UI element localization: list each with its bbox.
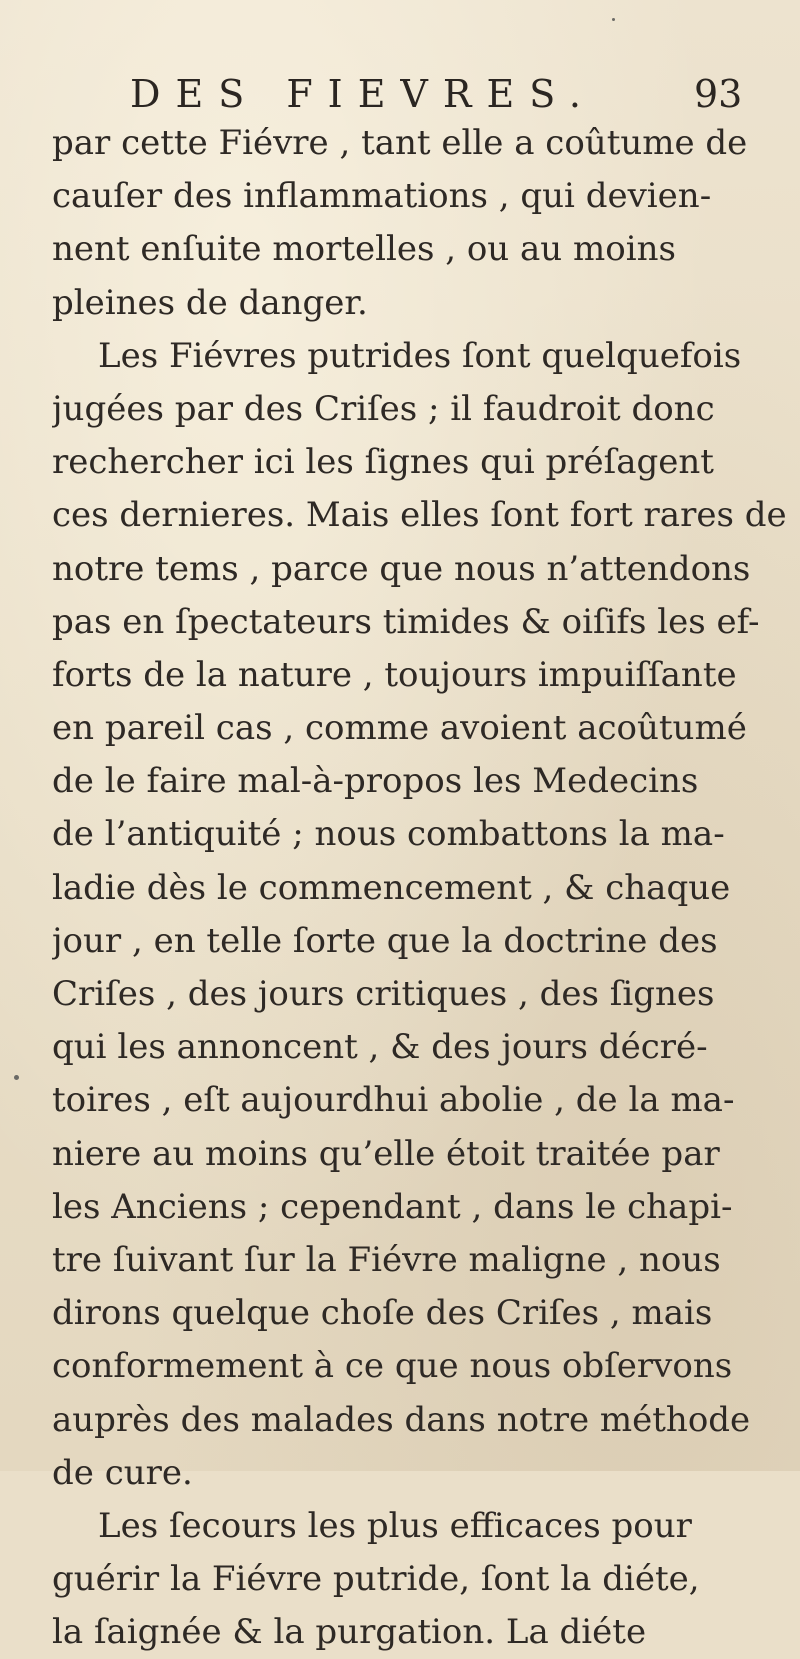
text-line: rechercher ici les ſignes qui préſagent — [52, 442, 714, 483]
text-line: ladie dès le commencement , & chaque — [52, 867, 731, 908]
text-line: nent enſuite mortelles , ou au moins — [52, 229, 676, 270]
paragraph-first-line: Les ſecours les plus efficaces pour — [98, 1505, 692, 1546]
text-line: par cette Fiévre , tant elle a coûtume de — [52, 123, 748, 163]
text-line: Criſes , des jours critiques , des ſignes — [52, 974, 715, 1014]
text-line: cauſer des inflammations , qui devien- — [52, 176, 712, 217]
text-line: ces dernieres. Mais elles ſont fort rares de — [52, 495, 787, 536]
text-line: la ſaignée & la purgation. La diéte — [52, 1612, 647, 1653]
text-line: conformement à ce que nous obſervons — [52, 1346, 733, 1387]
text-line: guérir la Fiévre putride, ſont la diéte, — [52, 1559, 700, 1600]
text-line: dirons quelque choſe des Criſes , mais — [52, 1293, 713, 1334]
text-line: pas en ſpectateurs timides & oiſifs les ef- — [52, 601, 760, 642]
text-line: pleines de danger. — [52, 282, 368, 323]
text-line: jugées par des Criſes ; il faudroit donc — [52, 388, 715, 429]
text-line: jour , en telle ſorte que la doctrine des — [52, 920, 718, 961]
text-line: auprès des malades dans notre méthode — [52, 1399, 751, 1440]
text-line: niere au moins qu’elle étoit traitée par — [52, 1133, 720, 1174]
text-line: toires , eſt aujourdhui abolie , de la ma- — [52, 1080, 735, 1121]
running-head: DES FIEVRES. — [130, 72, 596, 116]
text-line: notre tems , parce que nous n’attendons — [52, 548, 751, 589]
text-line: de l’antiquité ; nous combattons la ma- — [52, 814, 725, 855]
text-line: de le faire mal-à-propos les Medecins — [52, 761, 699, 802]
text-line: qui les annoncent , & des jours décré- — [52, 1027, 708, 1068]
paragraph-first-line: Les Fiévres putrides ſont quelquefois — [98, 335, 742, 376]
page-header — [0, 72, 800, 122]
text-line: en pareil cas , comme avoient acoûtumé — [52, 708, 747, 749]
ink-speck — [14, 1075, 19, 1080]
text-line: tre ſuivant ſur la Fiévre maligne , nous — [52, 1239, 721, 1280]
text-line: de cure. — [52, 1452, 193, 1493]
text-line: forts de la nature , toujours impuiſſante — [52, 654, 737, 695]
ink-speck — [612, 18, 615, 21]
page-number: 93 — [694, 72, 743, 116]
text-line: les Anciens ; cependant , dans le chapi- — [52, 1186, 733, 1227]
text-body — [52, 117, 792, 1659]
